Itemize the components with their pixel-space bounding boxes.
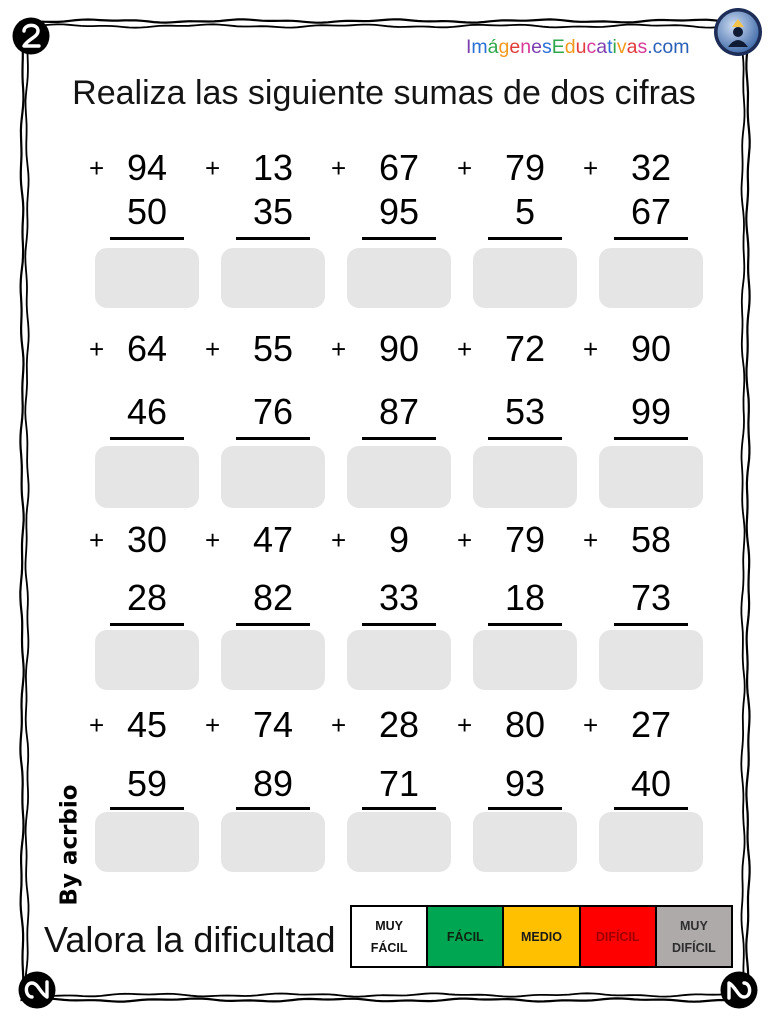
sum-line <box>614 623 688 626</box>
addend-top: 58 <box>630 519 672 560</box>
answer-box[interactable] <box>347 248 451 308</box>
addend-bottom: 33 <box>378 577 420 618</box>
addend-bottom: 28 <box>126 577 168 618</box>
answer-box[interactable] <box>473 446 577 508</box>
plus-sign: + <box>331 334 347 364</box>
answer-box[interactable] <box>473 248 577 308</box>
sum-line <box>110 237 184 240</box>
addition-problem <box>84 147 210 308</box>
addend-top: 80 <box>504 704 546 745</box>
author-credit: By acrbio <box>56 784 83 906</box>
plus-sign: + <box>331 525 347 555</box>
addend-bottom: 59 <box>126 763 168 804</box>
addition-problem <box>583 328 714 508</box>
addend-top: 27 <box>630 704 672 745</box>
addend-top: 28 <box>378 704 420 745</box>
plus-sign: + <box>89 334 105 364</box>
sum-line <box>110 623 184 626</box>
addition-problem <box>331 704 462 872</box>
site-name-letter: s <box>541 36 552 58</box>
addition-problem <box>205 147 336 308</box>
site-logo-icon <box>713 7 763 57</box>
addend-top: 79 <box>504 519 546 560</box>
site-name-letter: u <box>575 36 587 58</box>
addend-bottom: 46 <box>126 391 168 432</box>
addend-bottom: 87 <box>378 391 420 432</box>
problem-row <box>84 328 714 508</box>
sum-line <box>236 237 310 240</box>
ornament-disc <box>13 18 50 55</box>
plus-sign: + <box>457 710 473 740</box>
sum-line <box>362 437 436 440</box>
addend-top: 90 <box>378 328 420 369</box>
addend-top: 72 <box>504 328 546 369</box>
addition-problem <box>457 519 588 690</box>
plus-sign: + <box>89 153 105 183</box>
plus-sign: + <box>205 334 221 364</box>
addition-problem <box>457 147 588 308</box>
answer-box[interactable] <box>599 812 703 872</box>
sum-line <box>362 807 436 810</box>
addition-problem <box>205 704 336 872</box>
worksheet-title: Realiza las siguiente sumas de dos cifras <box>72 74 696 112</box>
site-name-letter: I <box>466 36 472 58</box>
answer-box[interactable] <box>95 630 199 690</box>
addend-top: 45 <box>126 704 168 745</box>
addend-top: 13 <box>252 147 294 188</box>
answer-box[interactable] <box>347 630 451 690</box>
rating-option-label: FÁCIL <box>446 929 484 944</box>
plus-sign: + <box>583 153 599 183</box>
site-name-letter: e <box>509 36 521 58</box>
addition-problem <box>583 519 714 690</box>
rating-option-muy-dificil[interactable] <box>655 907 731 966</box>
problem-row <box>84 519 714 690</box>
addition-problem <box>331 519 462 690</box>
site-name-letter: v <box>616 36 627 58</box>
addend-top: 9 <box>388 519 410 560</box>
site-name-letter: E <box>551 36 565 58</box>
logo-figure-head <box>733 27 743 37</box>
sum-line <box>362 623 436 626</box>
plus-sign: + <box>331 710 347 740</box>
addend-bottom: 99 <box>630 391 672 432</box>
plus-sign: + <box>583 525 599 555</box>
site-name-letter: d <box>564 36 576 58</box>
answer-box[interactable] <box>95 248 199 308</box>
addition-problem <box>205 519 336 690</box>
addend-top: 32 <box>630 147 672 188</box>
sum-line <box>110 437 184 440</box>
addend-top: 30 <box>126 519 168 560</box>
problem-row <box>84 704 714 872</box>
difficulty-rating-label: Valora la dificultad <box>44 919 336 960</box>
addition-problem <box>84 519 210 690</box>
addend-top: 67 <box>378 147 420 188</box>
plus-sign: + <box>457 334 473 364</box>
sum-line <box>236 807 310 810</box>
plus-sign: + <box>331 153 347 183</box>
site-name-letter: á <box>487 36 499 58</box>
sum-line <box>362 237 436 240</box>
addend-top: 94 <box>126 147 168 188</box>
addition-problem <box>331 328 462 508</box>
rating-option-label: MUY DIFÍCIL <box>672 918 716 955</box>
site-name-letter: a <box>596 36 608 58</box>
answer-box[interactable] <box>473 630 577 690</box>
sum-line <box>614 437 688 440</box>
sum-line <box>488 623 562 626</box>
addend-bottom: 18 <box>504 577 546 618</box>
answer-box[interactable] <box>473 812 577 872</box>
addition-problem <box>583 704 714 872</box>
addend-bottom: 5 <box>514 191 536 232</box>
addend-bottom: 95 <box>378 191 420 232</box>
addend-bottom: 67 <box>630 191 672 232</box>
sum-line <box>488 807 562 810</box>
addend-bottom: 35 <box>252 191 294 232</box>
answer-box[interactable] <box>95 446 199 508</box>
site-name-letter: . <box>647 36 653 58</box>
sum-line <box>236 623 310 626</box>
addend-bottom: 89 <box>252 763 294 804</box>
addend-bottom: 50 <box>126 191 168 232</box>
addition-problem <box>457 704 588 872</box>
answer-box[interactable] <box>221 248 325 308</box>
rating-option-dificil[interactable] <box>579 907 655 966</box>
site-name-letter: a <box>626 36 638 58</box>
plus-sign: + <box>205 153 221 183</box>
rating-option-medio[interactable] <box>502 907 578 966</box>
addend-bottom: 93 <box>504 763 546 804</box>
addend-top: 55 <box>252 328 294 369</box>
difficulty-rating-scale <box>350 905 733 968</box>
addition-problem <box>205 328 336 508</box>
ornament-disc <box>19 972 56 1009</box>
addend-top: 47 <box>252 519 294 560</box>
addend-bottom: 71 <box>378 763 420 804</box>
answer-box[interactable] <box>221 630 325 690</box>
plus-sign: + <box>457 525 473 555</box>
rating-option-muy-facil[interactable] <box>352 907 426 966</box>
addend-bottom: 82 <box>252 577 294 618</box>
site-name-letter: g <box>498 36 510 58</box>
answer-box[interactable] <box>221 446 325 508</box>
rating-option-label: DIFÍCIL <box>595 929 640 944</box>
answer-box[interactable] <box>599 630 703 690</box>
rating-option-label: MUY FÁCIL <box>370 918 408 955</box>
site-name-letter: i <box>612 36 617 58</box>
plus-sign: + <box>205 525 221 555</box>
site-name-letter: c <box>652 36 663 58</box>
addend-bottom: 73 <box>630 577 672 618</box>
site-name-letter: e <box>531 36 542 58</box>
site-name-letter: m <box>471 36 488 58</box>
problem-grid <box>84 147 714 872</box>
answer-box[interactable] <box>599 248 703 308</box>
plus-sign: + <box>583 334 599 364</box>
answer-box[interactable] <box>95 812 199 872</box>
answer-box[interactable] <box>599 446 703 508</box>
plus-sign: + <box>583 710 599 740</box>
answer-box[interactable] <box>221 812 325 872</box>
answer-box[interactable] <box>347 812 451 872</box>
corner-swirl-icon <box>719 970 759 1010</box>
corner-swirl-icon <box>11 16 51 56</box>
answer-box[interactable] <box>347 446 451 508</box>
addition-problem <box>84 328 210 508</box>
addend-top: 64 <box>126 328 168 369</box>
addend-bottom: 40 <box>630 763 672 804</box>
rating-option-label: MEDIO <box>521 929 562 944</box>
addend-top: 90 <box>630 328 672 369</box>
site-name-letter: o <box>662 36 674 58</box>
corner-swirl-icon <box>17 970 57 1010</box>
ornament-disc <box>721 972 758 1009</box>
site-name-letter: m <box>673 36 690 58</box>
addend-top: 74 <box>252 704 294 745</box>
sum-line <box>236 437 310 440</box>
rating-option-facil[interactable] <box>426 907 502 966</box>
sum-line <box>488 237 562 240</box>
site-name-letter: s <box>637 36 648 58</box>
problem-row <box>84 147 714 308</box>
plus-sign: + <box>457 153 473 183</box>
plus-sign: + <box>89 525 105 555</box>
site-name <box>466 35 689 59</box>
addend-top: 79 <box>504 147 546 188</box>
addition-problem <box>331 147 462 308</box>
addition-problem <box>84 704 210 872</box>
site-name-letter: n <box>520 36 532 58</box>
plus-sign: + <box>89 710 105 740</box>
sum-line <box>488 437 562 440</box>
site-name-letter: t <box>607 36 613 58</box>
plus-sign: + <box>205 710 221 740</box>
site-name-letter: c <box>586 36 597 58</box>
addition-problem <box>583 147 714 308</box>
sum-line <box>110 807 184 810</box>
addend-bottom: 53 <box>504 391 546 432</box>
sum-line <box>614 807 688 810</box>
addition-problem <box>457 328 588 508</box>
addend-bottom: 76 <box>252 391 294 432</box>
sum-line <box>614 237 688 240</box>
